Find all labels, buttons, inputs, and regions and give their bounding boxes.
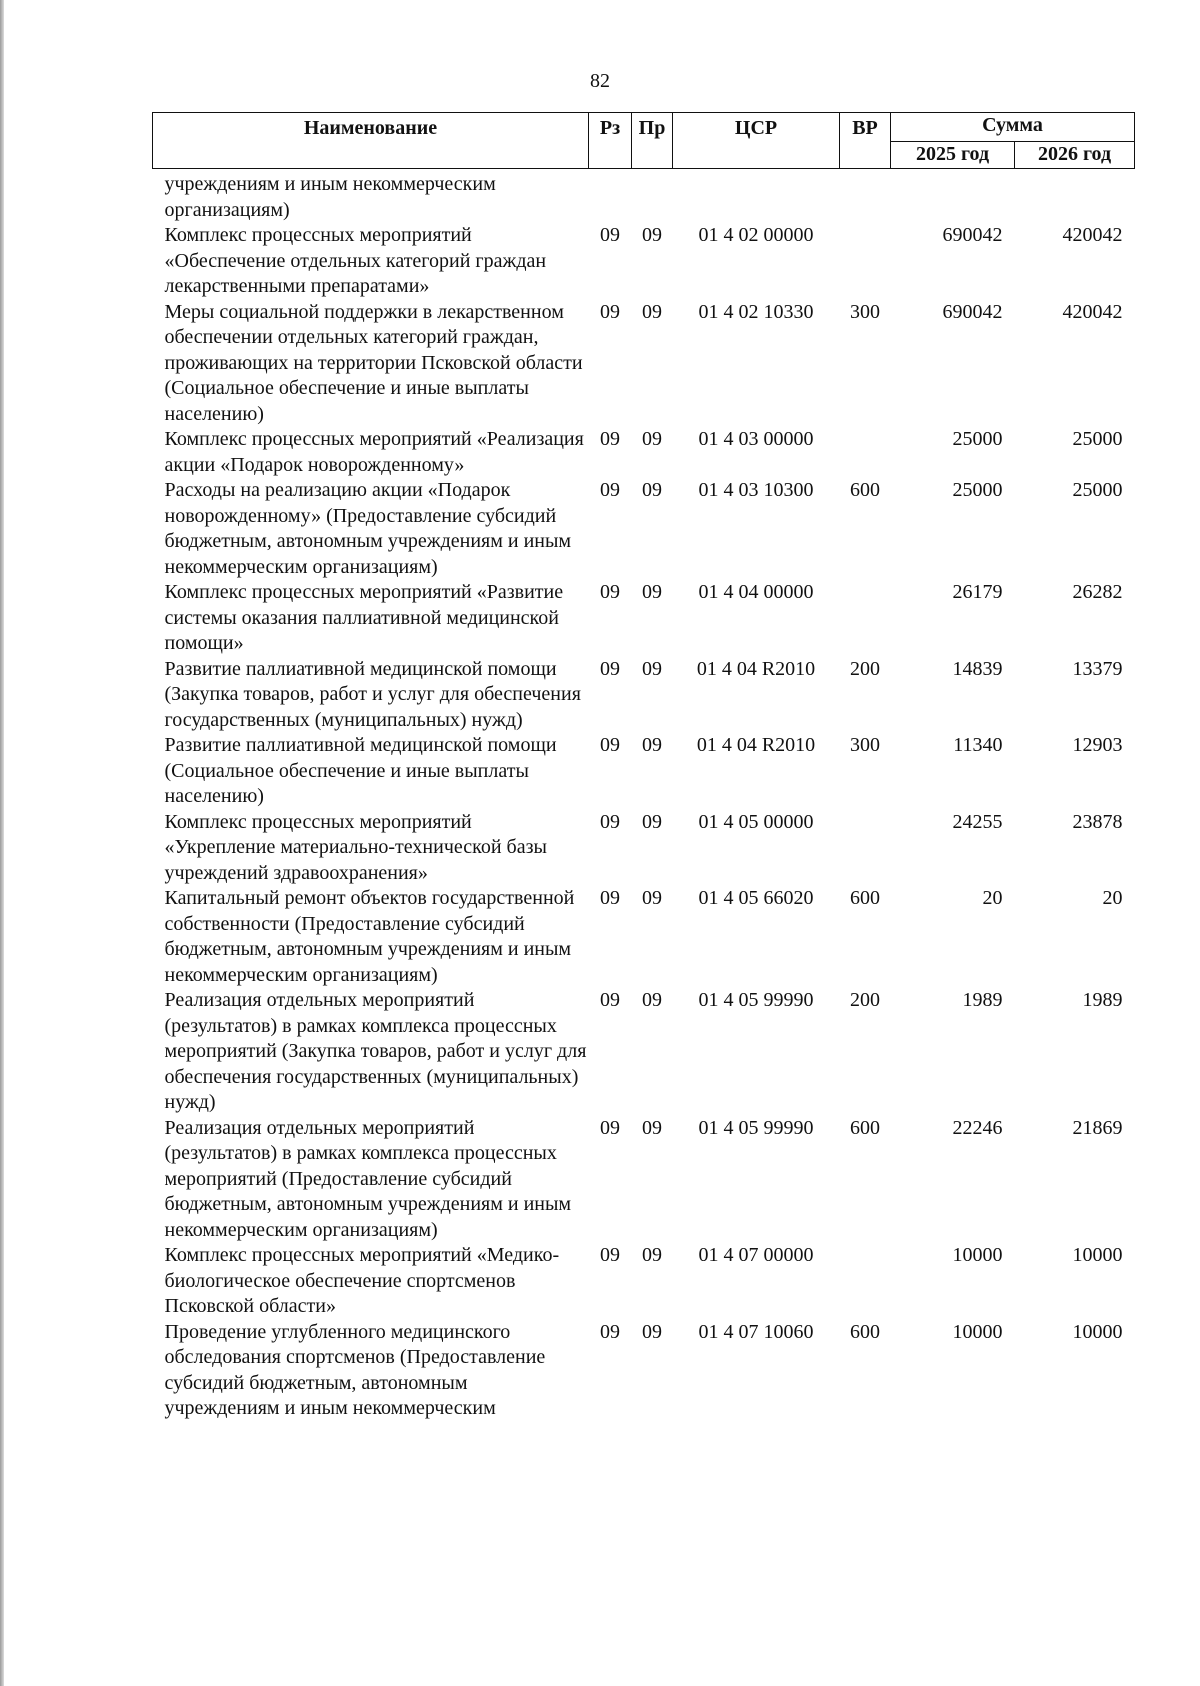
- cell-vr: [840, 223, 891, 300]
- cell-csr: [673, 169, 840, 224]
- cell-csr: 01 4 02 00000: [698, 224, 814, 246]
- cell-vr: 600: [850, 479, 880, 501]
- cell-sum-2025: 690042: [942, 224, 1003, 246]
- cell-sum-2025: 11340: [953, 734, 1003, 756]
- cell-rz: 09: [600, 810, 620, 833]
- header-pr: Пр: [632, 113, 673, 169]
- cell-name: Проведение углубленного медицинского обследования спортсменов (Предоставление субсидий бюджетным, автономным учреждениям и иным некоммерческим: [164, 1320, 546, 1419]
- cell-sum-2026: 23878: [1072, 810, 1123, 833]
- cell-sum-2026: [1015, 169, 1135, 224]
- header-rz: Рз: [589, 113, 632, 169]
- header-csr: ЦСР: [673, 113, 840, 169]
- cell-vr: 200: [850, 657, 880, 680]
- table-row: [153, 810, 1135, 887]
- cell-name: Развитие паллиативной медицинской помощи (Социальное обеспечение и иные выплаты населению): [164, 734, 557, 807]
- cell-pr: 09: [642, 657, 662, 680]
- cell-sum-2025: 26179: [952, 581, 1003, 603]
- cell-vr: 600: [850, 1116, 880, 1139]
- cell-name: Комплекс процессных мероприятий «Медико-биологическое обеспечение спортсменов Псковской области»: [164, 1244, 560, 1317]
- cell-csr: 01 4 04 R2010: [696, 734, 816, 756]
- table-row: [153, 988, 1135, 1116]
- header-vr: ВР: [840, 113, 891, 169]
- cell-csr: 01 4 07 00000: [698, 1244, 814, 1266]
- table-row: [153, 580, 1135, 657]
- cell-pr: 09: [642, 300, 662, 323]
- cell-rz: 09: [600, 428, 620, 450]
- cell-name: Капитальный ремонт объектов государственной собственности (Предоставление субсидий бюджетным, автономным учреждениям и иным некоммерческим организациям): [164, 887, 575, 986]
- cell-pr: 09: [642, 887, 662, 909]
- cell-name: Развитие паллиативной медицинской помощи (Закупка товаров, работ и услуг для обеспечения государственных (муниципальных) нужд): [164, 657, 581, 731]
- cell-sum-2026: 25000: [1072, 428, 1123, 450]
- cell-vr: [840, 580, 891, 657]
- cell-sum-2025: 10000: [952, 1244, 1003, 1266]
- cell-vr: 200: [850, 989, 880, 1011]
- cell-pr: 09: [642, 734, 662, 756]
- scan-edge: [0, 0, 4, 1686]
- cell-sum-2026: 1989: [1082, 989, 1123, 1011]
- cell-vr: 300: [850, 300, 880, 323]
- cell-rz: 09: [600, 479, 620, 501]
- cell-name: Реализация отдельных мероприятий (результатов) в рамках комплекса процессных мероприятий (Предоставление субсидий бюджетным, автономным учреждениям и иным некоммерческим организациям): [164, 1116, 572, 1241]
- cell-rz: 09: [600, 989, 620, 1011]
- cell-rz: 09: [600, 224, 620, 246]
- cell-sum-2025: 24255: [952, 810, 1003, 833]
- cell-vr: [840, 427, 891, 478]
- cell-rz: 09: [600, 581, 620, 603]
- cell-vr: 600: [850, 887, 880, 909]
- cell-vr: 300: [850, 734, 880, 756]
- budget-table: [152, 112, 1135, 1422]
- cell-name: Расходы на реализацию акции «Подарок новорожденному» (Предоставление субсидий бюджетным, автономным учреждениям и иным некоммерческим организациям): [164, 479, 572, 578]
- cell-sum-2026: 13379: [1072, 657, 1123, 680]
- table-row: [153, 169, 1135, 224]
- cell-sum-2025: 1989: [962, 989, 1003, 1011]
- cell-sum-2025: 25000: [952, 428, 1003, 450]
- table-row: [153, 733, 1135, 810]
- cell-sum-2026: 10000: [1072, 1320, 1123, 1343]
- cell-name: Комплекс процессных мероприятий «Обеспечение отдельных категорий граждан лекарственными препаратами»: [164, 224, 547, 297]
- cell-pr: 09: [642, 428, 662, 450]
- table-row: [153, 223, 1135, 300]
- cell-sum-2025: 690042: [942, 300, 1003, 323]
- cell-sum-2025: 14839: [952, 657, 1003, 680]
- cell-name: Реализация отдельных мероприятий (результатов) в рамках комплекса процессных мероприятий (Закупка товаров, работ и услуг для обеспечения государственных (муниципальных) нужд): [164, 989, 587, 1113]
- cell-csr: 01 4 03 10300: [698, 479, 814, 501]
- cell-pr: 09: [642, 224, 662, 246]
- cell-sum-2025: 22246: [952, 1116, 1003, 1139]
- table-row: [153, 1243, 1135, 1320]
- cell-name: Комплекс процессных мероприятий «Укрепление материально-технической базы учреждений здравоохранения»: [164, 810, 547, 884]
- cell-sum-2026: 20: [1102, 887, 1123, 909]
- cell-name: учреждениям и иным некоммерческим организациям): [164, 173, 496, 221]
- cell-pr: 09: [642, 1116, 662, 1139]
- table-row: [153, 427, 1135, 478]
- cell-vr: [840, 810, 891, 887]
- cell-csr: 01 4 05 00000: [698, 810, 814, 833]
- cell-sum-2026: 25000: [1072, 479, 1123, 501]
- table-row: [153, 300, 1135, 428]
- cell-csr: 01 4 02 10330: [698, 300, 814, 323]
- cell-sum-2026: 10000: [1072, 1244, 1123, 1266]
- cell-rz: [589, 169, 632, 224]
- cell-sum-2025: 25000: [952, 479, 1003, 501]
- cell-vr: [840, 169, 891, 224]
- table-row: [153, 1320, 1135, 1422]
- cell-sum-2026: 21869: [1072, 1116, 1123, 1139]
- header-sum: Сумма: [891, 113, 1135, 142]
- cell-rz: 09: [600, 657, 620, 680]
- cell-sum-2026: 420042: [1062, 300, 1123, 323]
- cell-csr: 01 4 05 99990: [698, 989, 814, 1011]
- page-number: 82: [590, 70, 610, 92]
- cell-csr: 01 4 03 00000: [698, 428, 814, 450]
- header-year-2026: 2026 год: [1015, 141, 1135, 168]
- header-name: Наименование: [153, 113, 589, 169]
- cell-rz: 09: [600, 300, 620, 323]
- cell-csr: 01 4 07 10060: [698, 1320, 814, 1343]
- cell-vr: [840, 1243, 891, 1320]
- cell-rz: 09: [600, 1116, 620, 1139]
- cell-pr: 09: [642, 581, 662, 603]
- cell-sum-2025: 20: [982, 887, 1003, 909]
- cell-pr: 09: [642, 479, 662, 501]
- cell-pr: 09: [642, 810, 662, 833]
- cell-rz: 09: [600, 887, 620, 909]
- header-year-2025: 2025 год: [891, 141, 1015, 168]
- table-row: [153, 657, 1135, 734]
- cell-rz: 09: [600, 1244, 620, 1266]
- cell-csr: 01 4 05 66020: [698, 887, 814, 909]
- cell-csr: 01 4 04 00000: [698, 581, 814, 603]
- cell-pr: [632, 169, 673, 224]
- cell-name: Меры социальной поддержки в лекарственном обеспечении отдельных категорий граждан, проживающих на территории Псковской области (Социальное обеспечение и иные выплаты населению): [164, 300, 583, 425]
- cell-pr: 09: [642, 1244, 662, 1266]
- cell-sum-2026: 12903: [1072, 734, 1123, 756]
- table-row: [153, 886, 1135, 988]
- table-row: [153, 1116, 1135, 1244]
- cell-rz: 09: [600, 1320, 620, 1343]
- cell-name: Комплекс процессных мероприятий «Реализация акции «Подарок новорожденному»: [164, 428, 584, 476]
- cell-pr: 09: [642, 989, 662, 1011]
- cell-csr: 01 4 05 99990: [698, 1116, 814, 1139]
- cell-pr: 09: [642, 1320, 662, 1343]
- cell-sum-2025: [891, 169, 1015, 224]
- cell-sum-2025: 10000: [952, 1320, 1003, 1343]
- cell-sum-2026: 26282: [1072, 581, 1123, 603]
- cell-vr: 600: [850, 1320, 880, 1343]
- table-body: [153, 169, 1135, 1422]
- cell-csr: 01 4 04 R2010: [696, 657, 816, 680]
- cell-sum-2026: 420042: [1062, 224, 1123, 246]
- cell-rz: 09: [600, 734, 620, 756]
- cell-name: Комплекс процессных мероприятий «Развитие системы оказания паллиативной медицинской помощи»: [164, 581, 564, 654]
- table-row: [153, 478, 1135, 580]
